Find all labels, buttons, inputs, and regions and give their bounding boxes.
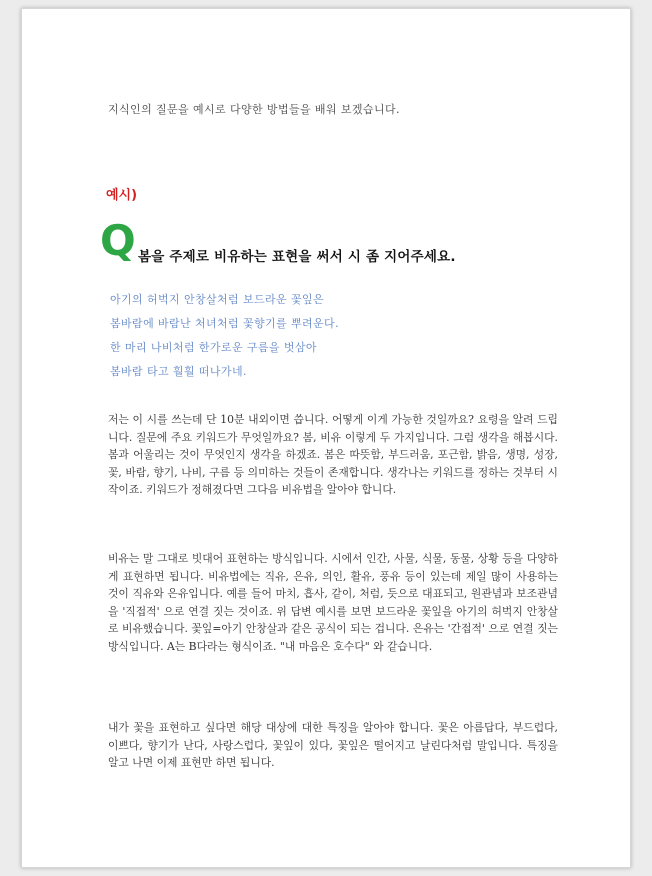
example-label: 예시) (106, 188, 138, 203)
poem (110, 288, 339, 384)
paragraph: 내가 꽃을 표현하고 싶다면 해당 대상에 대한 특징을 알아야 합니다. 꽃은 아름답다, 부드럽다, 이쁘다, 향기가 난다, 사랑스럽다, 꽃잎이 있다, 꽃잎은 떨어지고 날린다처럼 말입니다. 특징을 알고 나면 이제 표현만 하면 됩니다. (108, 721, 558, 769)
question-text: 봄을 주제로 비유하는 표현을 써서 시 좀 지어주세요. (138, 249, 456, 265)
paragraph: 비유는 말 그대로 빗대어 표현하는 방식입니다. 시에서 인간, 사물, 식물, 동물, 상황 등을 다양하게 표현하면 됩니다. 비유법에는 직유, 은유, 의인, 활유, 풍유 등이 있는데 제일 많이 사용하는 것이 직유와 은유입니다. 예를 들어 마치, 흡사, 같이, 처럼, 듯으로 대표되고, 원관념과 보조관념을 '직접적' 으로 연결 짓는 것이죠. 위 답변 예시를 보면 보드라운 꽃잎을 아기의 허벅지 안창살로 비유했습니다. 꽃잎=아기 안창살과 같은 공식이 되는 겁니다. 은유는 '간접적' 으로 연결 짓는 방식입니다. A는 B다라는 형식이죠. "내 마음은 호수다" 와 같습니다. (108, 552, 558, 653)
poem-line: 아기의 허벅지 안창살처럼 보드라운 꽃잎은 (110, 293, 325, 306)
q-letter-icon: Q (100, 216, 136, 265)
poem-line: 봄바람 타고 훨훨 떠나가네. (110, 365, 247, 378)
paragraph: 저는 이 시를 쓰는데 단 10분 내외이면 씁니다. 어떻게 이게 가능한 것일까요? 요령을 알려 드립니다. 질문에 주요 키워드가 무엇일까요? 봄, 비유 이렇게 두 가지입니다. 그럼 생각을 해봅시다. 봄과 어울리는 것이 무엇인지 생각을 하겠죠. 봄은 따뜻함, 부드러움, 포근함, 밝음, 생명, 성장, 꽃, 바람, 향기, 나비, 구름 등 의미하는 것들이 존재합니다. 생각나는 키워드를 정하는 것부터 시작이죠. 키워드가 정해졌다면 그다음 비유법을 알아야 합니다. (108, 413, 558, 496)
poem-line: 봄바람에 바람난 처녀처럼 꽃향기를 뿌려운다. (110, 317, 339, 330)
poem-line: 한 마리 나비처럼 한가로운 구름을 벗삼아 (110, 341, 317, 354)
document-page (21, 8, 631, 868)
intro-text: 지식인의 질문을 예시로 다양한 방법들을 배워 보겠습니다. (108, 103, 400, 116)
